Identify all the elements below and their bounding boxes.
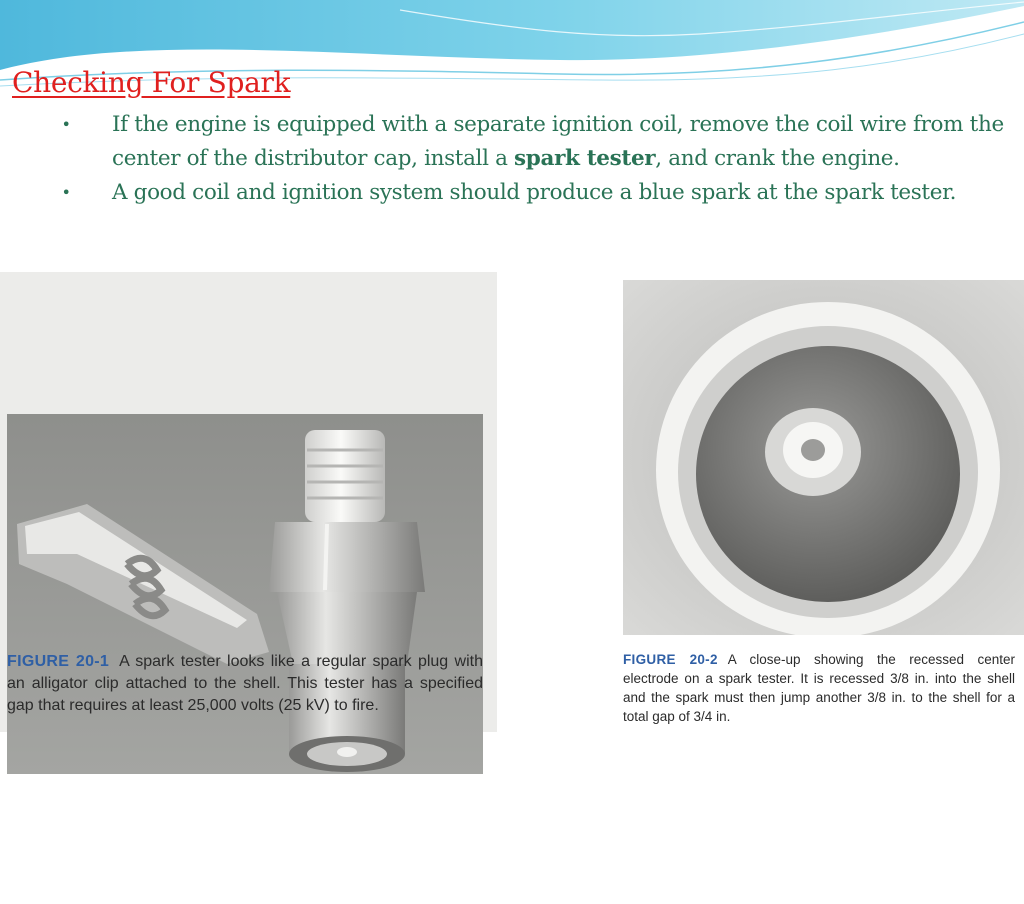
bullet-item-1 bbox=[56, 108, 1006, 176]
figure-caption-text: A spark tester looks like a regular spark plug with an alligator clip attached to the shell. This tester has a specified gap that requires at least 25,000 volts (25 kV) to fire. bbox=[7, 653, 483, 714]
figure-label: FIGURE 20-1 bbox=[7, 653, 110, 670]
recessed-electrode-photo bbox=[623, 280, 1024, 635]
figure-caption-text: A close-up showing the recessed center electrode on a spark tester. It is recessed 3/8 in. into the shell and the spark must then jump another 3/8 in. to the shell for a total gap of 3/4 in. bbox=[623, 652, 1016, 724]
bullet-text-end: , and crank the engine. bbox=[655, 146, 900, 171]
bullet-text: A good coil and ignition system should produce a blue spark at the spark tester. bbox=[112, 180, 957, 205]
slide-title: Checking For Spark bbox=[12, 66, 291, 99]
figure-caption bbox=[7, 651, 483, 717]
spark-tester-photo bbox=[7, 284, 483, 904]
figure-caption bbox=[623, 650, 1015, 726]
figure-20-1 bbox=[0, 272, 497, 732]
figure-20-2 bbox=[613, 280, 1024, 732]
figure-label: FIGURE 20-2 bbox=[623, 652, 718, 667]
bullet-emphasis: spark tester bbox=[514, 146, 656, 171]
bullet-glyph: • bbox=[61, 183, 71, 202]
bullet-list bbox=[56, 108, 1006, 210]
bullet-item-2 bbox=[56, 176, 1006, 210]
bullet-text: If the engine is equipped with a separate ignition coil, remove the coil wire from the center of the distributor cap, install a bbox=[112, 112, 1004, 171]
bullet-glyph: • bbox=[61, 115, 71, 134]
